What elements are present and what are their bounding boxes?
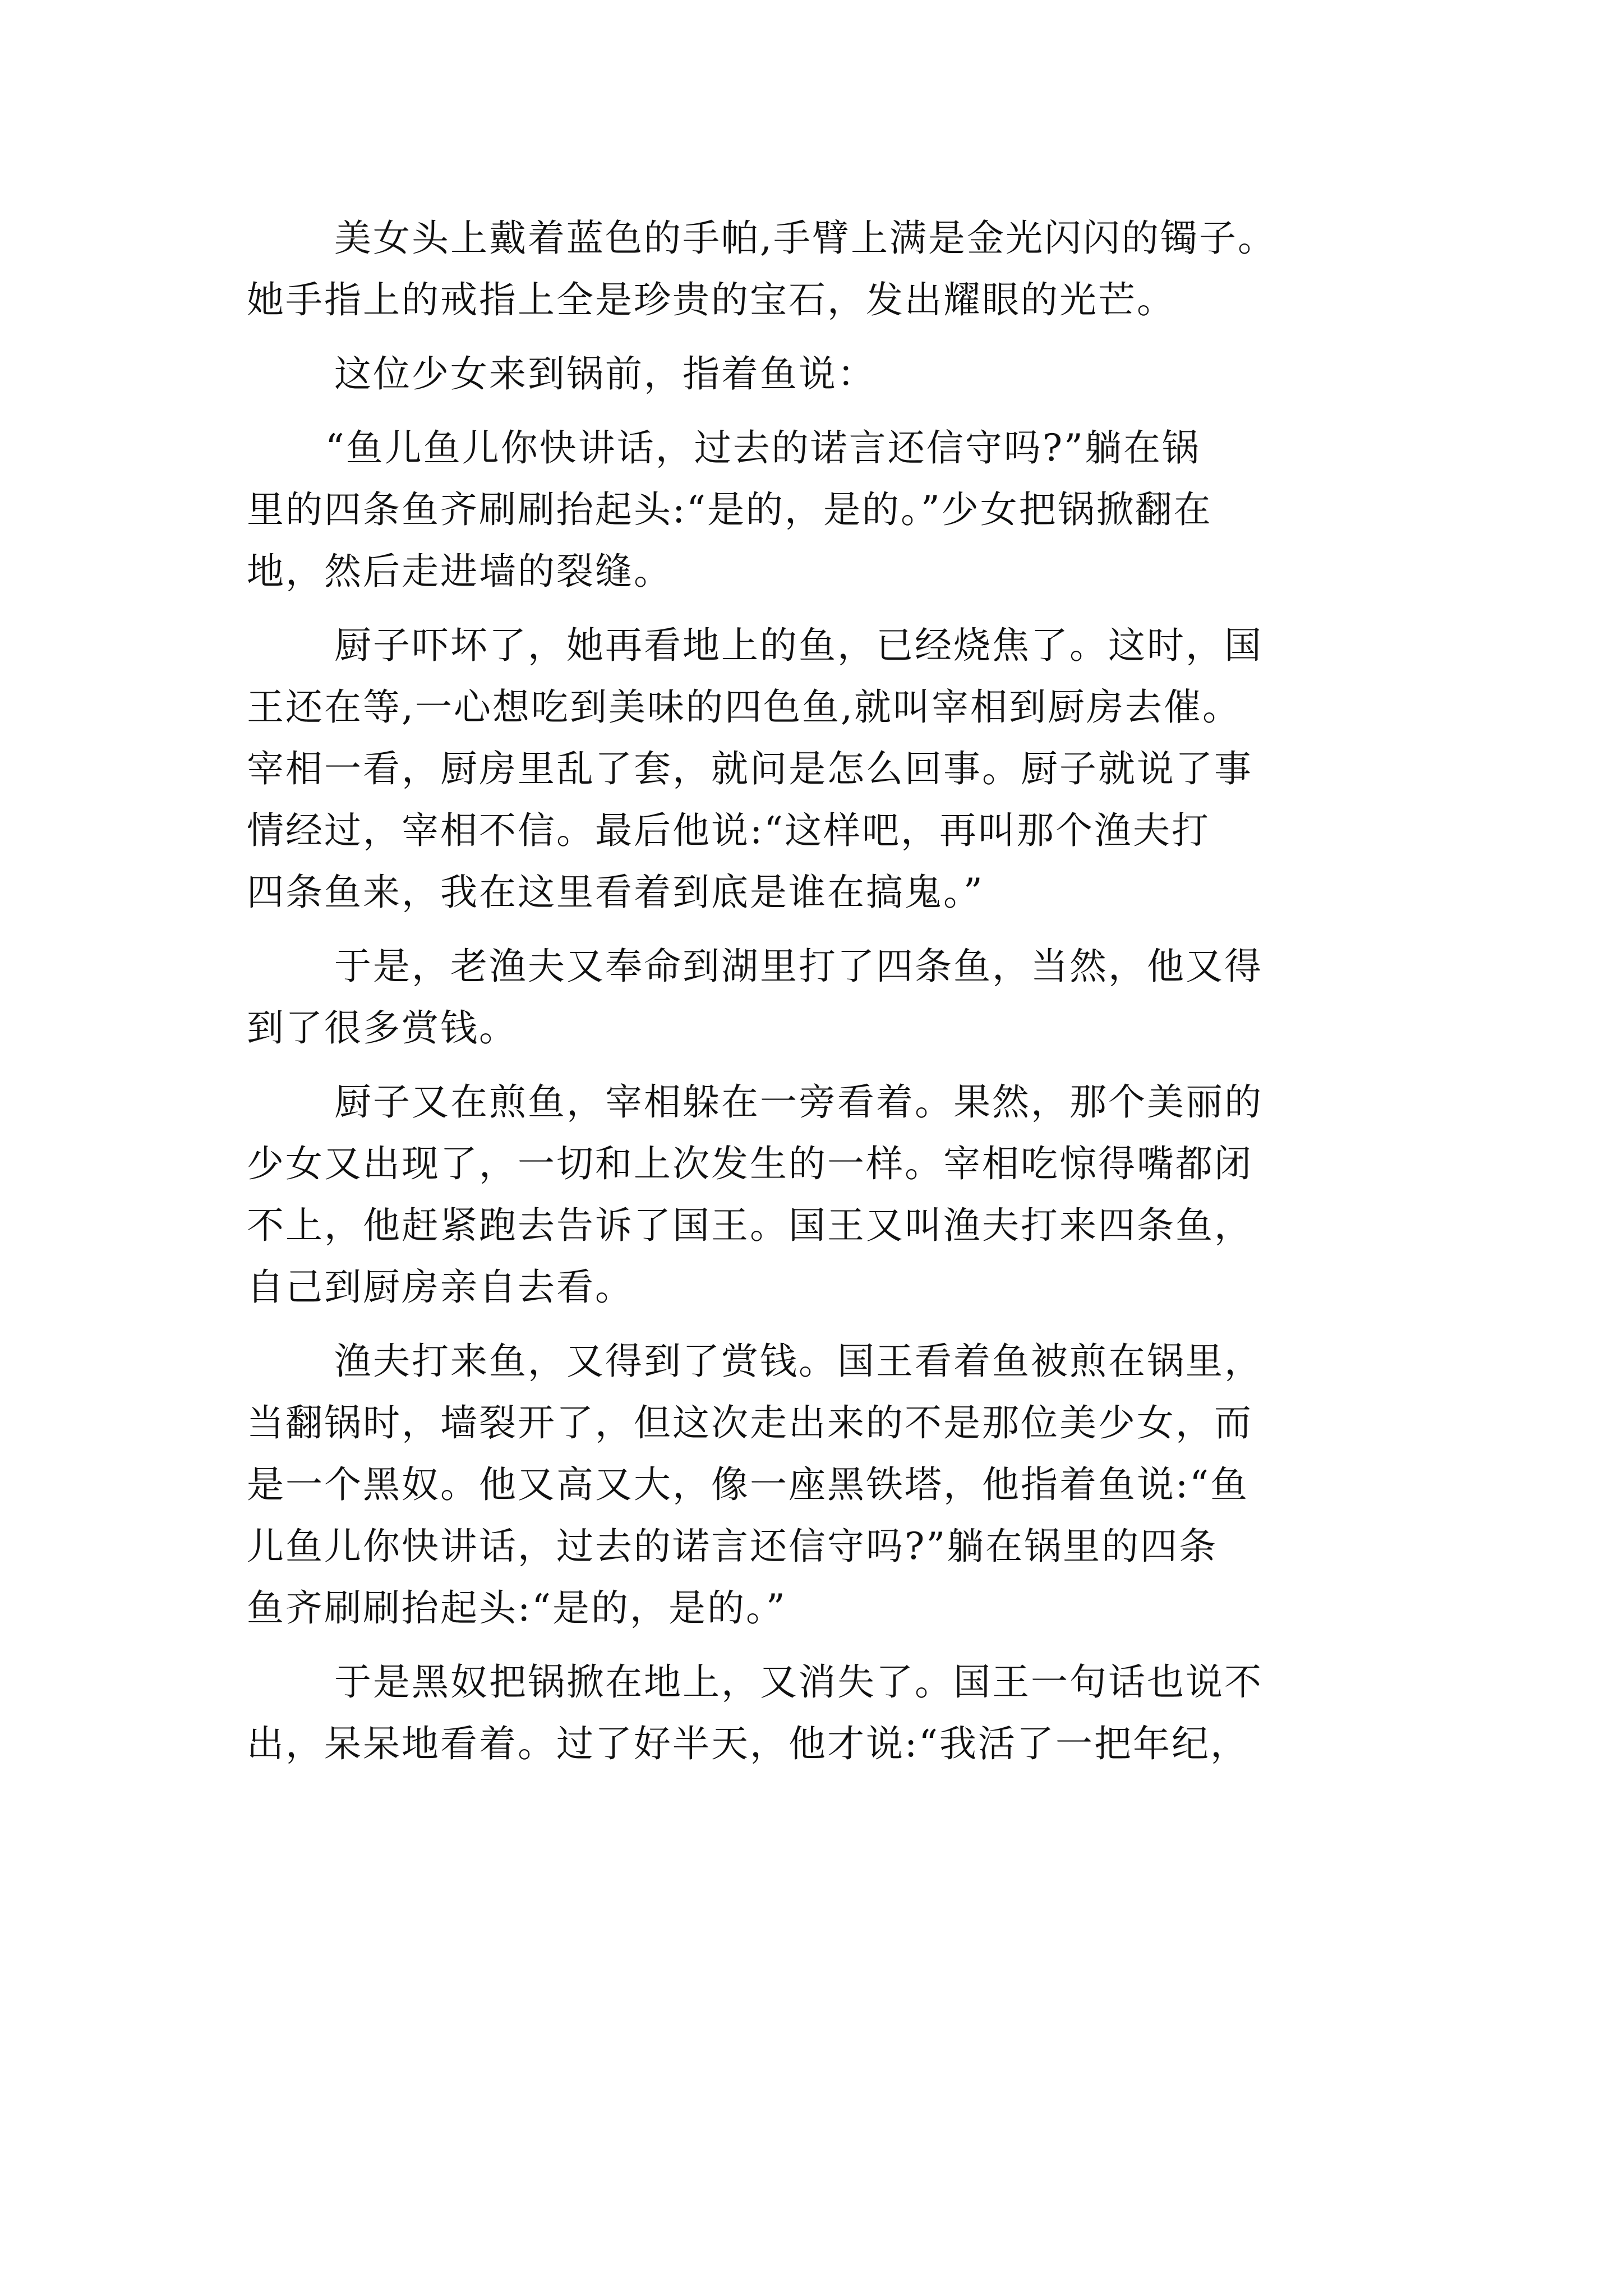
text-line: 厨子吓坏了，她再看地上的鱼，已经烧焦了。这时，国 <box>334 624 1263 667</box>
text-line: 鱼齐刷刷抬起头:“是的，是的。” <box>247 1586 787 1630</box>
text-line: 里的四条鱼齐刷刷抬起头:“是的，是的。”少女把锅掀翻在 <box>247 488 1212 531</box>
text-line: 少女又出现了，一切和上次发生的一样。宰相吃惊得嘴都闭 <box>247 1142 1253 1185</box>
text-line: 她手指上的戒指上全是珍贵的宝石，发出耀眼的光芒。 <box>247 278 1175 321</box>
text-line: 这位少女来到锅前，指着鱼说： <box>334 352 876 395</box>
text-line: 美女头上戴着蓝色的手帕,手臂上满是金光闪闪的镯子。 <box>334 217 1276 260</box>
text-line: 王还在等,一心想吃到美味的四色鱼,就叫宰相到厨房去催。 <box>247 685 1241 729</box>
text-line: 于是黑奴把锅掀在地上，又消失了。国王一句话也说不 <box>334 1660 1263 1704</box>
text-line: 地，然后走进墙的裂缝。 <box>247 550 672 593</box>
text-line: 是一个黑奴。他又高又大，像一座黑铁塔，他指着鱼说:“鱼 <box>247 1463 1249 1506</box>
text-line: 厨子又在煎鱼，宰相躲在一旁看着。果然，那个美丽的 <box>334 1080 1263 1124</box>
text-line: 渔夫打来鱼，又得到了赏钱。国王看着鱼被煎在锅里， <box>334 1340 1263 1383</box>
text-line: 于是，老渔夫又奉命到湖里打了四条鱼，当然，他又得 <box>334 945 1263 988</box>
text-line: “鱼儿鱼儿你快讲话，过去的诺言还信守吗?”躺在锅 <box>325 426 1201 470</box>
text-line: 情经过，宰相不信。最后他说:“这样吧，再叫那个渔夫打 <box>247 809 1210 852</box>
text-line: 到了很多赏钱。 <box>247 1006 518 1050</box>
document-body-text <box>247 208 1441 1775</box>
text-line: 当翻锅时，墙裂开了，但这次走出来的不是那位美少女，而 <box>247 1401 1253 1444</box>
text-line: 宰相一看，厨房里乱了套，就问是怎么回事。厨子就说了事 <box>247 747 1253 790</box>
text-line: 四条鱼来，我在这里看着到底是谁在搞鬼。” <box>247 871 984 914</box>
text-line: 儿鱼儿你快讲话，过去的诺言还信守吗?”躺在锅里的四条 <box>247 1525 1218 1568</box>
text-line: 不上，他赶紧跑去告诉了国王。国王又叫渔夫打来四条鱼， <box>247 1204 1253 1247</box>
text-line: 自己到厨房亲自去看。 <box>247 1266 634 1309</box>
text-line: 出，呆呆地看着。过了好半天，他才说:“我活了一把年纪， <box>247 1722 1249 1765</box>
